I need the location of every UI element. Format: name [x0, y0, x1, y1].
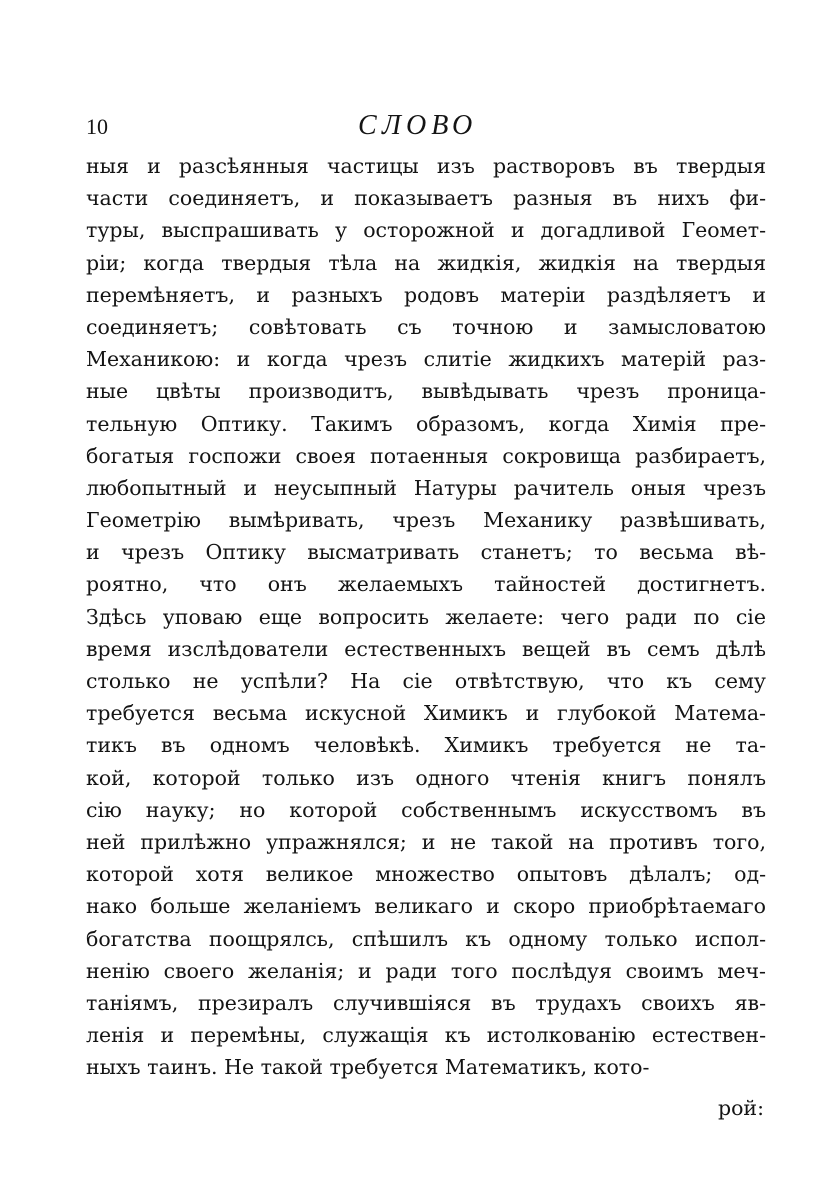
text-line: роятно, что онъ желаемыхъ тайностей достигнетъ.	[86, 572, 766, 597]
text-line: сію науку; но которой собственнымъ искусствомъ въ	[86, 797, 766, 822]
text-line: ненію своего желанія; и ради того послѣдуя своимъ меч-	[86, 958, 766, 983]
text-line: богатства поощрялсь, спѣшилъ къ одному только испол-	[86, 926, 766, 951]
text-line: требуется весьма искусной Химикъ и глубокой Матема-	[86, 701, 766, 726]
text-line: ные цвѣты производитъ, вывѣдывать чрезъ проница-	[86, 379, 766, 404]
text-line: туры, выспрашивать у осторожной и догадливой Геомет-	[86, 218, 766, 243]
text-line: тельную Оптику. Такимъ образомъ, когда Химія пре-	[86, 411, 766, 436]
text-line: ныхъ таинъ. Не такой требуется Математикъ, кото-	[86, 1055, 650, 1080]
text-line: Геометрію вымѣривать, чрезъ Механику развѣшивать,	[86, 508, 766, 533]
text-line: тикъ въ одномъ человѣкѣ. Химикъ требуется не та-	[86, 733, 766, 758]
catchword: рой:	[717, 1096, 764, 1120]
text-line: соединяетъ; совѣтовать съ точною и замысловатою	[86, 314, 766, 339]
text-line: ленія и перемѣны, служащія къ истолкованію естествен-	[86, 1023, 766, 1048]
text-line: нако больше желаніемъ великаго и скоро приобрѣтаемаго	[86, 894, 766, 919]
running-head: СЛОВО	[358, 110, 478, 141]
text-line: перемѣняетъ, и разныхъ родовъ матеріи раздѣляетъ и	[86, 282, 766, 307]
text-line: столько не успѣли? На сіе отвѣтствую, что къ сему	[86, 669, 766, 693]
text-line: и чрезъ Оптику высматривать станетъ; то весьма вѣ-	[86, 540, 766, 565]
text-line: части соединяетъ, и показываетъ разныя въ нихъ фи-	[86, 186, 766, 211]
text-line: которой хотя великое множество опытовъ дѣлалъ; од-	[86, 862, 766, 887]
text-line: любопытный и неусыпный Натуры рачитель оныя чрезъ	[86, 475, 766, 500]
text-line: Механикою: и когда чрезъ слитіе жидкихъ матерій раз-	[86, 347, 766, 372]
page-number: 10	[86, 114, 108, 139]
text-line: богатыя госпожи своея потаенныя сокровища разбираетъ,	[86, 443, 766, 468]
text-line: кой, которой только изъ одного чтенія книгъ понялъ	[86, 765, 766, 790]
body-text	[86, 150, 766, 1083]
text-line: время изслѣдователи естественныхъ вещей въ семъ дѣлѣ	[86, 636, 766, 661]
text-line: ныя и разсѣянныя частицы изъ растворовъ въ твердыя	[86, 154, 766, 178]
text-line: таніямъ, презиралъ случившіяся въ трудахъ своихъ яв-	[86, 990, 766, 1015]
text-line: ріи; когда твердыя тѣла на жидкія, жидкія на твердыя	[86, 250, 766, 275]
text-line: ней прилѣжно упражнялся; и не такой на противъ того,	[86, 829, 766, 854]
text-line: Здѣсь уповаю еще вопросить желаете: чего ради по сіе	[86, 604, 766, 629]
